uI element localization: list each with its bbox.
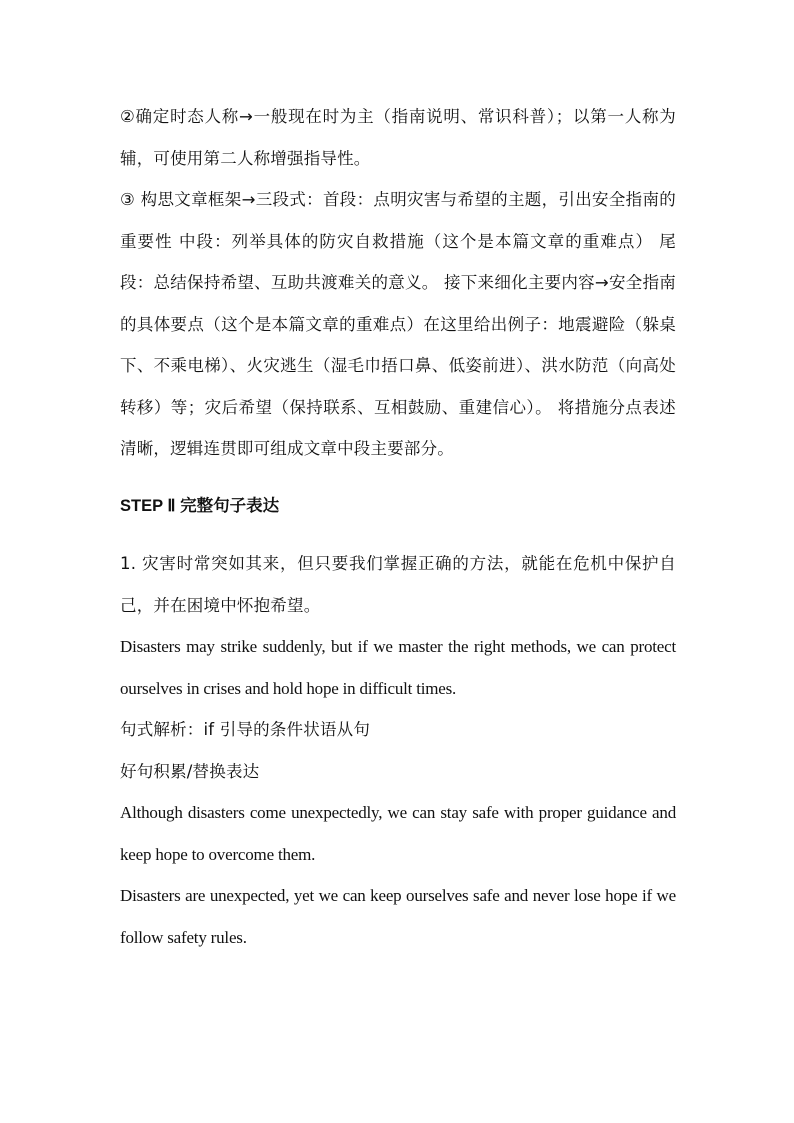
sentence-1-chinese: 1. 灾害时常突如其来，但只要我们掌握正确的方法，就能在危机中保护自己，并在困境中怀抱希望。 (120, 554, 676, 615)
document-page (120, 96, 676, 958)
sentence-analysis: 句式解析：if 引导的条件状语从句 (120, 720, 371, 739)
spacer (120, 470, 676, 486)
alternative-sentence-1: Although disasters come unexpectedly, we can stay safe with proper guidance and keep hope to overcome them. (120, 803, 676, 864)
alternative-sentence-2: Disasters are unexpected, yet we can keep ourselves safe and never lose hope if we follow safety rules. (120, 886, 676, 947)
outline-item-structure: ③ 构思文章框架→三段式：首段：点明灾害与希望的主题，引出安全指南的重要性 中段：列举具体的防灾自救措施（这个是本篇文章的重难点） 尾段：总结保持希望、互助共渡难关的意义。 接下来细化主要内容→安全指南的具体要点（这个是本篇文章的重难点）在这里给出例子：地震避险（躲桌下、不乘电梯）、火灾逃生（湿毛巾捂口鼻、低姿前进）、洪水防范（向高处转移）等；灾后希望（保持联系、互相鼓励、重建信心）。 将措施分点表述清晰，逻辑连贯即可组成文章中段主要部分。 (120, 190, 676, 458)
good-sentences-label: 好句积累/替换表达 (120, 761, 260, 781)
section-heading-step2: STEP Ⅱ 完整句子表达 (120, 496, 280, 515)
outline-item-tense-person: ②确定时态人称→一般现在时为主（指南说明、常识科普）；以第一人称为辅，可使用第二人称增强指导性。 (120, 107, 676, 168)
spacer (120, 527, 676, 543)
sentence-1-english: Disasters may strike suddenly, but if we master the right methods, we can protect ourselves in crises and hold hope in difficult times. (120, 637, 676, 698)
